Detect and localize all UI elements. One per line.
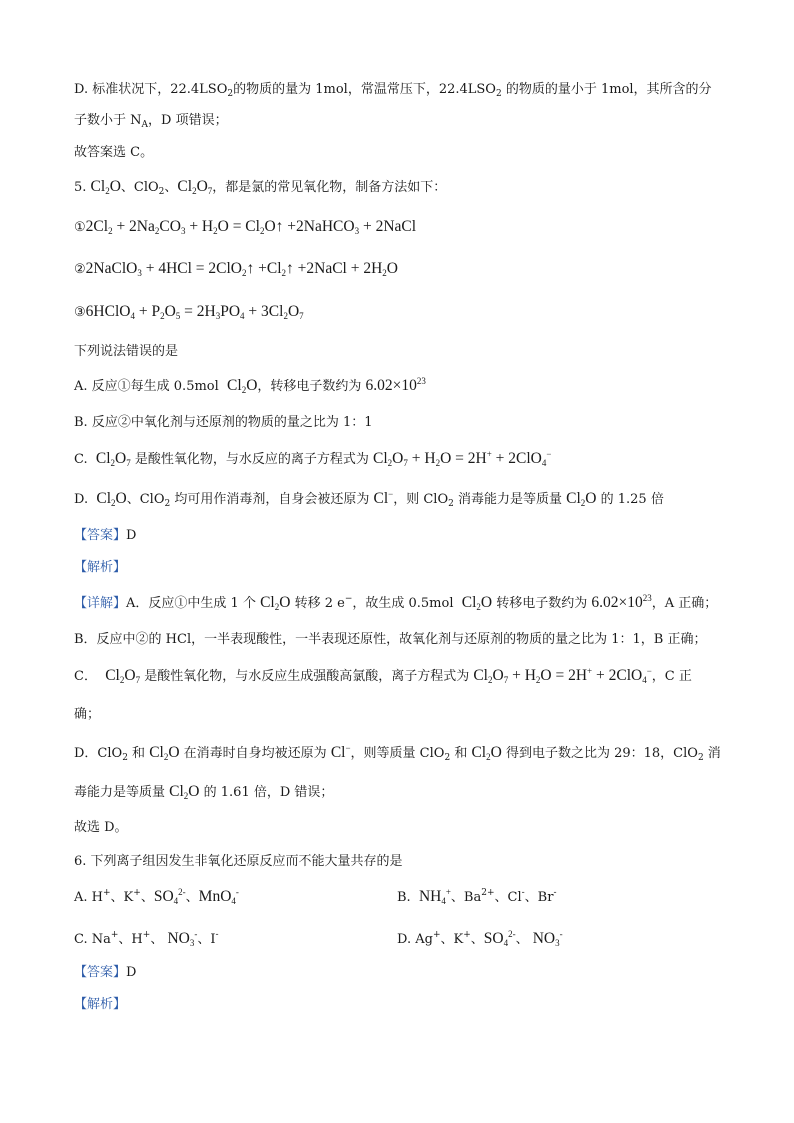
q5-detail-c: C． $Cl_2O_7$ 是酸性氧化物，与水反应生成强酸高氯酸，离子方程式为 $Cl_2O_7 + H_2O = 2H^+ + 2ClO_4^-$，C 正 xyxy=(74,666,692,685)
q6-analysis-tag: 【解析】 xyxy=(74,997,127,1012)
q6-stem: 6. 下列离子组因发生非氧化还原反应而不能大量共存的是 xyxy=(74,854,403,869)
q5-option-b[interactable]: B. 反应②中氧化剂与还原剂的物质的量之比为 1：1 xyxy=(74,415,373,430)
q5-equation-3: ③6HClO$_4$ + $P_2O_5 = 2H_3PO_4 + 3Cl_2O_7$ xyxy=(74,303,304,321)
answer-value: D xyxy=(126,965,137,980)
q5-equation-1: $①2Cl_2 + 2Na_2CO_3 + H_2O$ = $Cl_2O↑$ +2NaHCO$_3$ + 2NaCl xyxy=(74,218,417,236)
q5-analysis-tag: 【解析】 xyxy=(74,560,127,575)
q5-answer xyxy=(74,526,136,546)
q5-detail-a: 【详解】A．反应①中生成 1 个 $Cl_2O$ 转移 2 e−，故生成 0.5mol $Cl_2O$ 转移电子数约为 $6.02\times 10^{23}$，A 正确； xyxy=(74,593,718,612)
q5-detail-d-cont: 毒能力是等质量 $Cl_2O$ 的 1.61 倍，D 错误； xyxy=(74,783,334,801)
q5-option-d[interactable]: D. $Cl_2O$、ClO$_2$ 均可用作消毒剂，自身会被还原为 Cl−，则 ClO$_2$ 消毒能力是等质量 $Cl_2O$ 的 1.25 倍 xyxy=(74,489,664,509)
q6-option-d[interactable]: D. Ag+、K+、$SO_4^{2-}$、 $NO_3^-$ xyxy=(397,929,563,948)
q5-option-c[interactable]: C. $Cl_2O_7$ 是酸性氧化物，与水反应的离子方程式为 $Cl_2O_7 + H_2O = 2H^+ + 2ClO_4^-$ xyxy=(74,449,552,468)
prev-option-d-line1: D. 标准状况下，$22.4LSO_2$的物质的量为 1mol，常温常压下，$22.4LSO_2$ 的物质的量小于 1mol，其所含的分 xyxy=(74,82,712,99)
q6-answer xyxy=(74,963,136,983)
q6-option-a[interactable]: A. H+、K+、$SO_4^{2-}$、MnO$_4$- xyxy=(74,887,239,906)
q5-option-a[interactable]: A. 反应①每生成 0.5mol $Cl_2O$，转移电子数约为 $6.02\times 10^{23}$ xyxy=(74,376,426,395)
q5-conclusion: 故选 D。 xyxy=(74,820,128,835)
q5-equation-2: ②2NaClO$_3$ + 4HCl = 2ClO$_2$↑ $+Cl_2↑$ +2NaCl + $2H_2O$ xyxy=(74,260,398,278)
q5-detail-c-cont: 确； xyxy=(74,707,101,722)
q6-option-b[interactable]: B. $NH_4^+$、$Ba^{2+}$、Cl-、Br- xyxy=(397,887,557,906)
prev-conclusion: 故答案选 C。 xyxy=(74,145,154,160)
q6-option-c[interactable]: C. Na+、H+、 $NO_3^-$、I- xyxy=(74,929,219,948)
q5-detail-d: D．ClO$_2$ 和 $Cl_2O$ 在消毒时自身均被还原为 Cl−，则等质量 ClO$_2$ 和 $Cl_2O$ 得到电子数之比为 29：18，ClO$_2$ 消 xyxy=(74,743,721,763)
prev-option-d-line2: 子数小于 $N_A$，D 项错误； xyxy=(74,113,228,130)
q5-ask: 下列说法错误的是 xyxy=(74,344,179,359)
answer-tag: 【答案】 xyxy=(74,965,127,980)
q5-stem: 5. $Cl_2O$、ClO$_2$、$Cl_2O_7$，都是氯的常见氧化物，制备方法如下： xyxy=(74,178,447,197)
answer-tag: 【答案】 xyxy=(74,528,127,543)
answer-value: D xyxy=(126,528,137,543)
q5-detail-b: B．反应中②的 HCl，一半表现酸性，一半表现还原性，故氧化剂与还原剂的物质的量之比为 1：1，B 正确； xyxy=(74,632,707,647)
